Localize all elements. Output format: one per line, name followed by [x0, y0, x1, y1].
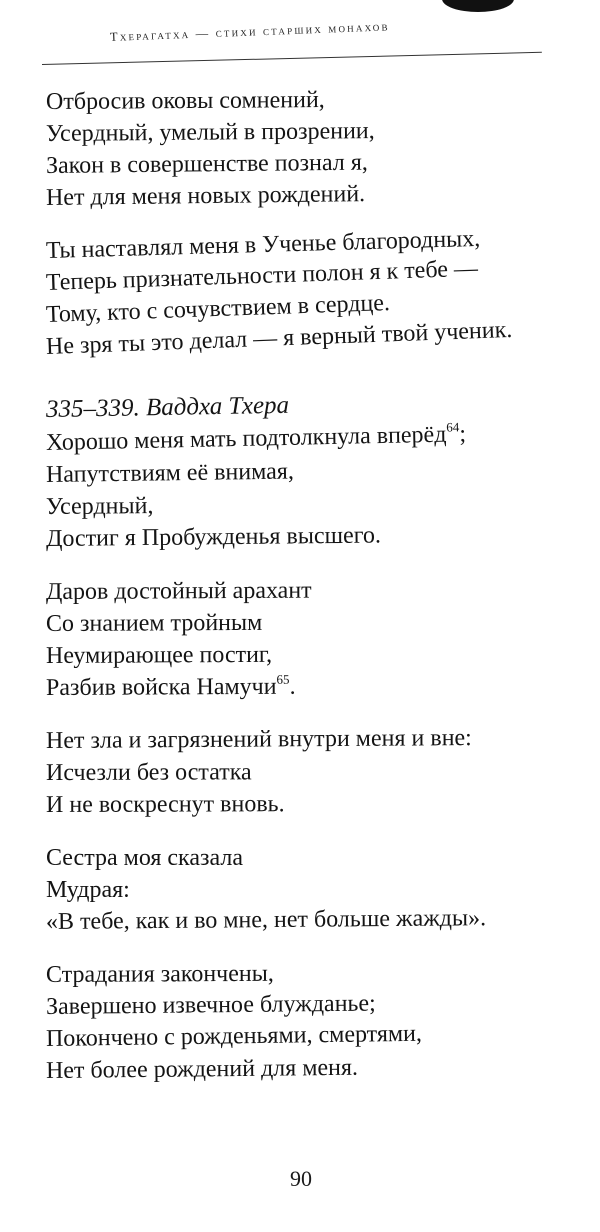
verse-line: Ты наставлял меня в Ученье благородных, [45, 225, 481, 264]
verse-line: Отбросив оковы сомнений, [45, 87, 325, 115]
verse-line: Закон в совершенстве познал я, [45, 149, 368, 179]
verse-line: Теперь признательности полон я к тебе — [45, 255, 479, 296]
verse-text: Разбив войска Намучи [45, 673, 277, 701]
stanza [45, 419, 566, 555]
section-heading: 335–339. Ваддха Тхера [45, 391, 290, 423]
verse-line: Нет зла и загрязнений внутри меня и вне: [45, 725, 472, 754]
verse-line: Мудрая: [46, 877, 130, 903]
stanza [46, 959, 566, 1087]
verse-line: Сестра моя сказала [46, 845, 243, 871]
verse-line: Покончено с рожденьями, смертями, [45, 1020, 423, 1052]
verse-line: Завершено извечное блужданье; [45, 990, 376, 1020]
verse-line: Тому, кто с сочувствием в сердце. [45, 289, 391, 328]
verse-line: Усердный, умелый в прозрении, [45, 118, 375, 147]
footnote-marker: 64 [446, 419, 460, 435]
verse-line: Неумирающее постиг, [45, 641, 273, 669]
verse-line: Со знанием тройным [45, 609, 263, 637]
verse-line: Даров достойный арахант [45, 577, 312, 605]
stanza [46, 86, 566, 214]
verse-line: Достиг я Пробужденья высшего. [45, 522, 382, 552]
verse-punct: ; [459, 421, 467, 448]
verse-punct: . [289, 673, 296, 700]
stanza [46, 576, 566, 704]
poem-text [46, 86, 566, 1087]
verse-line: Нет для меня новых рождений. [45, 181, 366, 211]
running-head: Тхерагатха — стихи старших монахов [109, 19, 390, 44]
verse-line [46, 669, 566, 704]
verse-line: Напутствиям её внимая, [45, 458, 295, 488]
page-number: 90 [290, 1166, 312, 1191]
verse-text: Хорошо меня мать подтолкнула вперёд [45, 421, 447, 456]
ink-blot [442, 0, 514, 12]
verse-line: Нет более рождений для меня. [45, 1054, 359, 1084]
header-rule [42, 52, 542, 65]
verse-line: Не зря ты это делал — я верный твой ученик. [45, 316, 513, 360]
verse-line: Исчезли без остатка [45, 759, 252, 786]
footnote-marker: 65 [276, 671, 290, 687]
verse-line: Страдания закончены, [45, 960, 274, 988]
stanza [46, 725, 566, 821]
verse-line: И не воскреснут вновь. [45, 791, 285, 818]
verse-line: «В тебе, как и во мне, нет больше жажды». [45, 905, 487, 935]
verse-line: Усердный, [45, 493, 154, 520]
stanza [45, 225, 566, 363]
stanza [46, 842, 566, 938]
